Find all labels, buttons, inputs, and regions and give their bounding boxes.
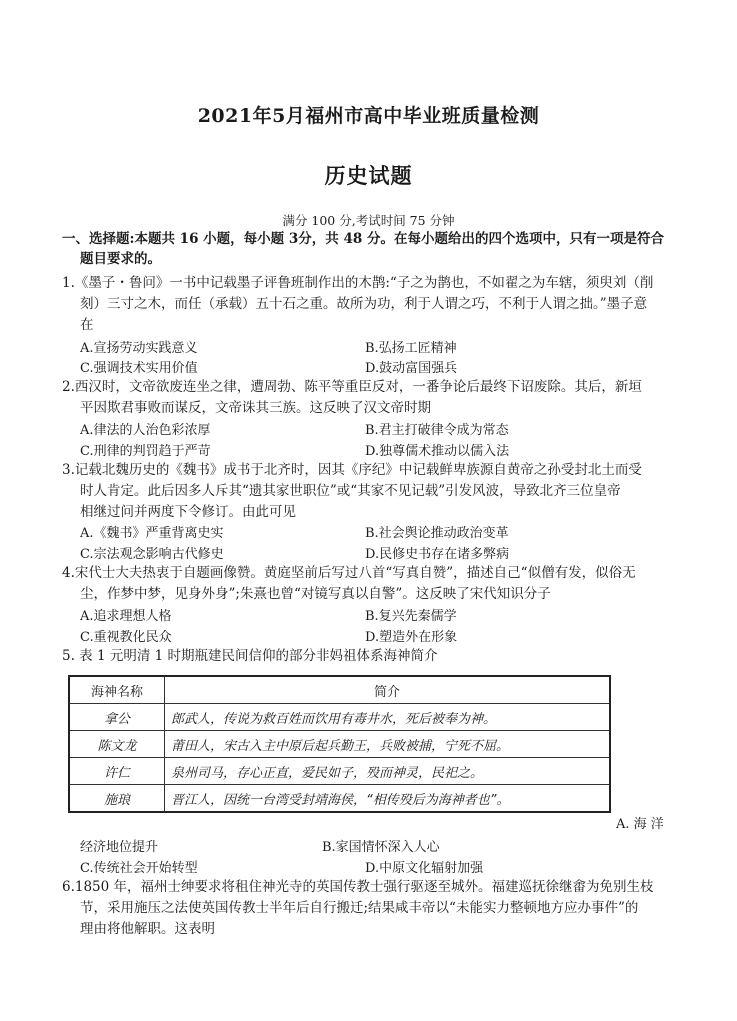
q3-stem-line-2: 时人肯定。此后因多人斥其“遗其家世职位”或“其家不见记载”引发风波，导致北齐三位皇帝 xyxy=(80,483,621,499)
table-cell-intro: 泉州司马，存心正直，爱民如子，殁而神灵，民祀之。 xyxy=(165,758,611,785)
table-cell-name: 拿公 xyxy=(69,704,165,731)
table-cell-name: 施琅 xyxy=(69,785,165,813)
q3-stem-line-1: 3.记载北魏历史的《魏书》成书于北齐时，因其《序纪》中记载鲜卑族源自黄帝之孙受封北土而受 xyxy=(62,462,642,478)
q2-option-d: D.独尊儒术推动以儒入法 xyxy=(365,444,510,459)
q1-option-c: C.强调技术实用价值 xyxy=(80,361,198,376)
table-header-intro: 简介 xyxy=(165,676,611,704)
q4-option-c: C.重视教化民众 xyxy=(80,630,172,645)
table-header-row xyxy=(69,676,610,704)
q5-stem: 5. 表 1 元明清 1 时期瓶建民间信仰的部分非妈祖体系海神简介 xyxy=(62,648,438,664)
section-instruction-line-1: 一、选择题:本题共 16 小题，每小题 3分，共 48 分。在每小题给出的四个选项中，只有一项是符合 xyxy=(62,231,664,247)
q6-stem-line-2: 节，采用施压之法使英国传教士半年后自行搬迁;结果咸丰帝以“未能实力整顿地方应办事件”的 xyxy=(80,900,639,916)
q4-option-d: D.塑造外在形象 xyxy=(365,630,458,645)
q3-option-b: B.社会舆论推动政治变革 xyxy=(365,526,509,541)
q4-option-b: B.复兴先秦儒学 xyxy=(365,609,457,624)
q1-option-a: A.宣扬劳动实践意义 xyxy=(80,341,198,356)
q4-stem-line-1: 4.宋代士大夫热衷于自题画像赞。黄庭坚前后写过八首“写真自赞”，描述自己“似僧有发，似俗无 xyxy=(62,565,636,581)
table-row xyxy=(69,731,610,758)
table-cell-name: 许仁 xyxy=(69,758,165,785)
table-header-name: 海神名称 xyxy=(69,676,165,704)
q4-option-a: A.追求理想人格 xyxy=(80,609,172,624)
q4-stem-line-2: 尘，作梦中梦，见身外身”;朱熹也曾“对镜写真以自警”。这反映了宋代知识分子 xyxy=(80,586,551,602)
q1-stem-line-1: 1.《墨子・鲁问》一书中记载墨子评鲁班制作出的木鹊:“子之为鹊也，不如翟之为车辖，须臾刘（削 xyxy=(62,275,654,291)
q5-option-c: C.传统社会开始转型 xyxy=(80,861,198,876)
q6-stem-line-1: 6.1850 年，福州士绅要求将租住神光寺的英国传教士强行驱逐至城外。福建巡抚徐继畬为免别生枝 xyxy=(62,879,654,895)
q2-option-b: B.君主打破律令成为常态 xyxy=(365,423,509,438)
table-row xyxy=(69,785,610,813)
q5-option-b: B.家国情怀深入人心 xyxy=(322,840,440,855)
table-cell-intro: 郎武人，传说为救百姓而饮用有毒井水，死后被奉为神。 xyxy=(165,704,611,731)
q5-option-a-cont: 经济地位提升 xyxy=(80,840,159,855)
q1-stem-line-2: 刻）三寸之木，而任（承载）五十石之重。故所为功，利于人谓之巧，不利于人谓之拙。”墨子意 xyxy=(80,296,648,312)
q3-option-a: A.《魏书》严重背离史实 xyxy=(80,526,224,541)
q5-option-a-start: A. 海 洋 xyxy=(616,817,664,832)
exam-info: 满分 100 分,考试时间 75 分钟 xyxy=(282,213,455,228)
table-cell-name: 陈文龙 xyxy=(69,731,165,758)
table-row xyxy=(69,704,610,731)
exam-main-title: 2021年5月福州市高中毕业班质量检测 xyxy=(197,105,540,127)
table-cell-intro: 莆田人，宋古入主中原后起兵勤王，兵败被捕，宁死不屈。 xyxy=(165,731,611,758)
subject-title: 历史试题 xyxy=(324,163,413,188)
q2-stem-line-2: 平因欺君事败而谋反，文帝诛其三族。这反映了汉文帝时期 xyxy=(80,400,431,416)
section-instruction-line-2: 题目要求的。 xyxy=(80,251,161,267)
q2-option-c: C.刑律的判罚趋于严苛 xyxy=(80,444,211,459)
q2-stem-line-1: 2.西汉时，文帝欲废连坐之律，遭周勃、陈平等重臣反对，一番争论后最终下诏废除。其后，新垣 xyxy=(62,379,642,395)
q6-stem-line-3: 理由将他解职。这表明 xyxy=(80,921,215,937)
q5-option-d: D.中原文化辐射加强 xyxy=(365,861,484,876)
sea-gods-table xyxy=(68,675,611,813)
table-cell-intro: 晋江人，因统一台湾受封靖海侯，“相传殁后为海神者也”。 xyxy=(165,785,611,813)
q1-option-d: D.鼓动富国强兵 xyxy=(365,361,458,376)
q1-option-b: B.弘扬工匠精神 xyxy=(365,341,457,356)
q2-option-a: A.律法的人治色彩浓厚 xyxy=(80,423,211,438)
q1-stem-line-3: 在 xyxy=(80,317,94,333)
table-row xyxy=(69,758,610,785)
q3-option-d: D.民修史书存在诸多弊病 xyxy=(365,547,510,562)
q3-stem-line-3: 相继过问并两度下令修订。由此可见 xyxy=(80,504,296,520)
q3-option-c: C.宗法观念影响古代修史 xyxy=(80,547,224,562)
